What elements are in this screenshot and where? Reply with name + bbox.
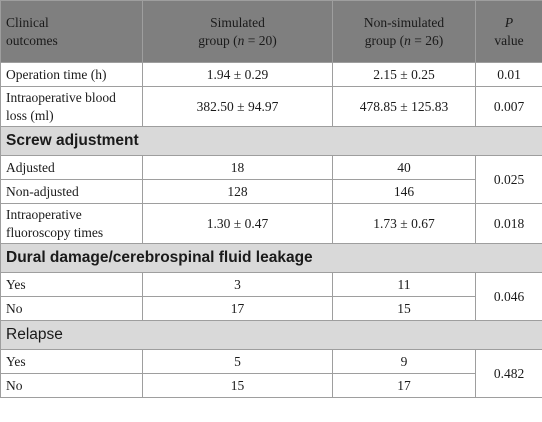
row-label: No <box>1 374 143 398</box>
non-simulated-value: 9 <box>333 350 476 374</box>
row-label: Intraoperative fluoroscopy times <box>1 204 143 244</box>
non-simulated-value: 2.15 ± 0.25 <box>333 63 476 87</box>
simulated-value: 5 <box>143 350 333 374</box>
non-simulated-value: 11 <box>333 273 476 297</box>
header-p-value: P value <box>476 1 542 63</box>
simulated-value: 18 <box>143 156 333 180</box>
table-row-blood-loss <box>1 87 542 127</box>
p-value: 0.007 <box>476 87 542 127</box>
row-label: Adjusted <box>1 156 143 180</box>
table-row-dural-yes <box>1 273 542 297</box>
section-title: Screw adjustment <box>1 127 542 156</box>
non-simulated-value: 15 <box>333 297 476 321</box>
header-row <box>1 1 542 63</box>
header-clinical-outcomes: Clinical outcomes <box>1 1 143 63</box>
section-screw-adjustment <box>1 127 542 156</box>
simulated-value: 382.50 ± 94.97 <box>143 87 333 127</box>
header-simulated-group: Simulated group (n = 20) <box>143 1 333 63</box>
row-label: Intraoperative blood loss (ml) <box>1 87 143 127</box>
table-row-relapse-yes <box>1 350 542 374</box>
simulated-value: 15 <box>143 374 333 398</box>
table-row-operation-time <box>1 63 542 87</box>
p-value: 0.01 <box>476 63 542 87</box>
row-label: Yes <box>1 350 143 374</box>
non-simulated-value: 1.73 ± 0.67 <box>333 204 476 244</box>
simulated-value: 1.94 ± 0.29 <box>143 63 333 87</box>
p-value: 0.482 <box>476 350 542 398</box>
non-simulated-value: 40 <box>333 156 476 180</box>
table-row-fluoroscopy <box>1 204 542 244</box>
simulated-value: 17 <box>143 297 333 321</box>
table-row-dural-no <box>1 297 542 321</box>
non-simulated-value: 17 <box>333 374 476 398</box>
section-title: Relapse <box>1 321 542 350</box>
section-relapse <box>1 321 542 350</box>
p-value: 0.025 <box>476 156 542 204</box>
row-label: Yes <box>1 273 143 297</box>
table-row-adjusted <box>1 156 542 180</box>
row-label: Non-adjusted <box>1 180 143 204</box>
p-value: 0.046 <box>476 273 542 321</box>
table-row-relapse-no <box>1 374 542 398</box>
non-simulated-value: 478.85 ± 125.83 <box>333 87 476 127</box>
section-title: Dural damage/cerebrospinal fluid leakage <box>1 244 542 273</box>
simulated-value: 1.30 ± 0.47 <box>143 204 333 244</box>
simulated-value: 128 <box>143 180 333 204</box>
non-simulated-value: 146 <box>333 180 476 204</box>
row-label: Operation time (h) <box>1 63 143 87</box>
header-non-simulated-group: Non-simulated group (n = 26) <box>333 1 476 63</box>
section-dural-damage <box>1 244 542 273</box>
row-label: No <box>1 297 143 321</box>
table-row-non-adjusted <box>1 180 542 204</box>
simulated-value: 3 <box>143 273 333 297</box>
p-value: 0.018 <box>476 204 542 244</box>
